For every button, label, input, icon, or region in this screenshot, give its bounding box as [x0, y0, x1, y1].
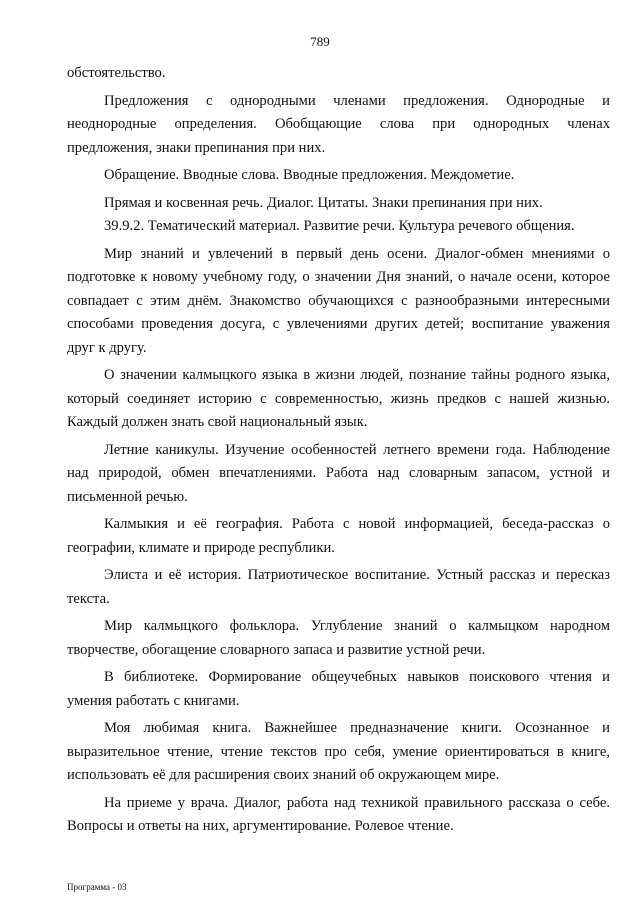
- page-number: 789: [310, 34, 330, 49]
- paragraph-summer-holidays: Летние каникулы. Изучение особенностей летнего времени года. Наблюдение над природой, обмен впечатлениями. Работа над словарным запасом, устной и письменной речью.: [67, 441, 610, 505]
- paragraph-homogeneous-members: Предложения с однородными членами предложения. Однородные и неоднородные определения. Обобщающие слова при однородных членах предложения, знаки препинания при них.: [67, 92, 610, 156]
- paragraph-favorite-book: Моя любимая книга. Важнейшее предназначение книги. Осознанное и выразительное чтение, чтение текстов про себя, умение ориентироваться в книге, использовать её для расширения своих знаний об окружающем мире.: [67, 720, 610, 783]
- paragraph-kalmykia-geography: Калмыкия и её география. Работа с новой информацией, беседа-рассказ о географии, климате и природе республики.: [67, 516, 610, 556]
- paragraph-direct-speech: Прямая и косвенная речь. Диалог. Цитаты. Знаки препинания при них.: [104, 194, 543, 211]
- document-body: [67, 62, 610, 839]
- paragraph-continuation: обстоятельство.: [67, 65, 166, 81]
- paragraph-address-introductory: Обращение. Вводные слова. Вводные предложения. Междометие.: [104, 167, 515, 183]
- paragraph-doctor-visit: На приеме у врача. Диалог, работа над техникой правильного рассказа о себе. Вопросы и ответы на них, аргументирование. Ролевое чтение.: [67, 794, 610, 834]
- paragraph-kalmyk-folklore: Мир калмыцкого фольклора. Углубление знаний о калмыцком народном творчестве, обогащение словарного запаса и развитие устной речи.: [67, 618, 610, 658]
- paragraph-elista-history: Элиста и её история. Патриотическое воспитание. Устный рассказ и пересказ текста.: [67, 567, 610, 607]
- paragraph-library: В библиотеке. Формирование общеучебных навыков поискового чтения и умения работать с книгами.: [67, 669, 610, 709]
- section-heading-39-9-2: 39.9.2. Тематический материал. Развитие речи. Культура речевого общения.: [104, 218, 575, 234]
- paragraph-kalmyk-language: О значении калмыцкого языка в жизни людей, познание тайны родного языка, который соединяет историю с современностью, жизнь предков с нашей жизнью. Каждый должен знать свой национальный язык.: [67, 367, 610, 430]
- paragraph-world-of-knowledge: Мир знаний и увлечений в первый день осени. Диалог-обмен мнениями о подготовке к новому учебному году, о значении Дня знаний, о начале осени, которое совпадает с этим днём. Знакомство обучающихся с разнообразными интересными способами проведения досуга, с увлечениями других детей; воспитание уважения друг к другу.: [67, 245, 610, 356]
- page-footer: Программа - 03: [67, 882, 127, 892]
